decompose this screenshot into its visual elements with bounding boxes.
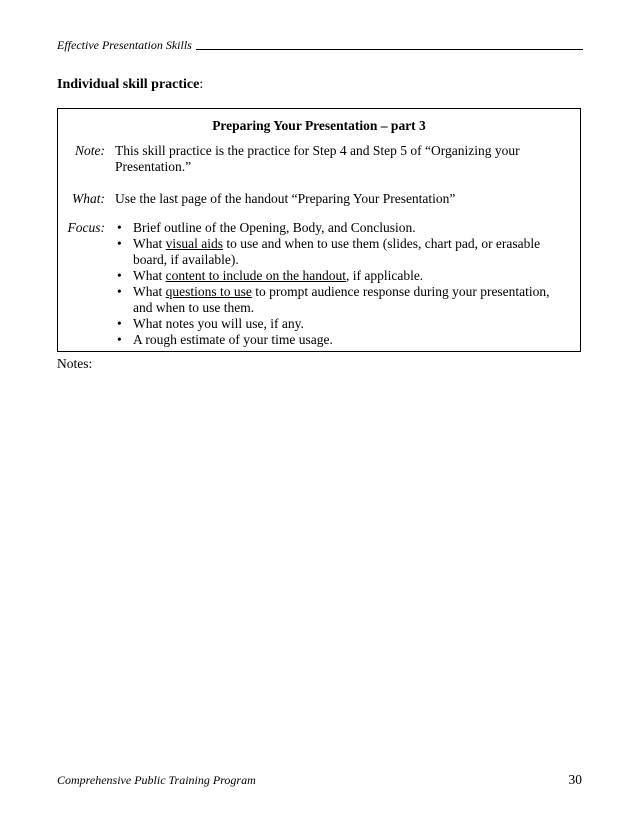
note-text: This skill practice is the practice for Step 4 and Step 5 of “Organizing your Presentation.” (115, 143, 520, 174)
list-item: • A rough estimate of your time usage. (117, 332, 333, 347)
box-title: Preparing Your Presentation – part 3 (212, 118, 426, 133)
footer-program: Comprehensive Public Training Program (57, 773, 256, 787)
list-item: • What visual aids to use and when to use them (slides, chart pad, or erasable board, if available). (117, 236, 541, 267)
section-heading-text: Individual skill practice (57, 77, 200, 92)
bullet-icon: • (117, 284, 122, 299)
list-item: • What questions to use to prompt audience response during your presentation, and when to use them. (117, 284, 550, 315)
what-label: What: (72, 191, 105, 206)
bullet-icon: • (117, 220, 122, 235)
what-text: Use the last page of the handout “Preparing Your Presentation” (115, 191, 456, 206)
section-heading-colon: : (199, 77, 204, 92)
section-heading (57, 76, 203, 94)
focus-list (115, 220, 564, 348)
bullet-icon: • (117, 316, 122, 331)
skill-practice-box (57, 108, 581, 352)
list-item: • What notes you will use, if any. (117, 316, 304, 331)
focus-content (115, 220, 564, 348)
page-number: 30 (568, 772, 582, 787)
notes-label: Notes: (57, 356, 93, 371)
note-label: Note: (75, 143, 105, 158)
focus-label: Focus: (67, 220, 105, 235)
header-title: Effective Presentation Skills (57, 38, 192, 52)
bullet-icon: • (117, 268, 122, 283)
list-item: • Brief outline of the Opening, Body, and Conclusion. (117, 220, 416, 235)
header-rule (196, 49, 583, 50)
bullet-icon: • (117, 332, 122, 347)
bullet-icon: • (117, 236, 122, 251)
page-header (57, 36, 583, 52)
list-item: • What content to include on the handout, if applicable. (117, 268, 424, 283)
